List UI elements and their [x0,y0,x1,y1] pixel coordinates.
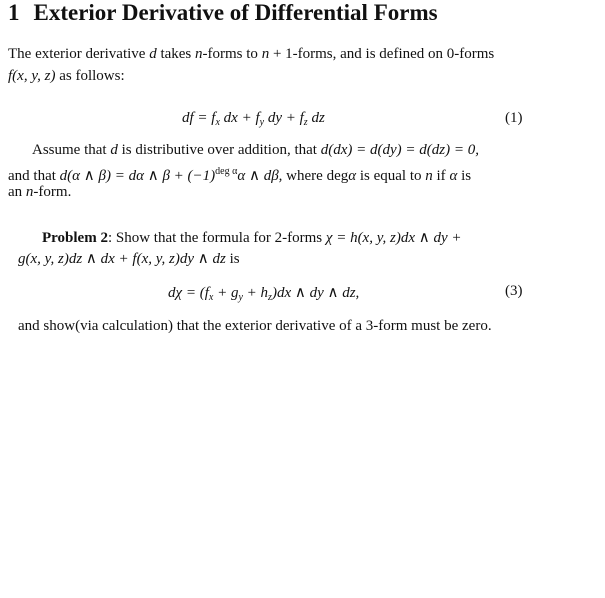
section-number: 1 [8,0,20,25]
closing-line: and show(via calculation) that the exterior derivative of a 3-form must be zero. [18,318,492,334]
equation-1: df = $f_x$ dx + $f_y$ dy + $f_z$ dz [182,110,325,128]
section-heading: Exterior Derivative of Differential Forms [33,0,438,25]
equation-1-number: (1) [505,110,523,126]
equation-3: $d\chi = (f_x + g_y + h_z)dx$ ∧ dy ∧ dz, [168,285,360,303]
assume-line-1: Assume that d is distributive over addition, that d(dx) = d(dy) = d(dz) = 0, [32,142,479,158]
equation-3-number: (3) [505,283,523,299]
intro-line-1: The exterior derivative d takes n-forms to n + 1-forms, and is defined on 0-forms [8,46,495,62]
section-title [8,0,438,26]
assume-line-3: an n-form. [8,184,72,200]
problem-line-2: g(x, y, z)dz ∧ dx + f(x, y, z)dy ∧ dz is [18,251,240,267]
intro-line-2: f(x, y, z) as follows: [8,68,125,84]
assume-line-2: and that d(α ∧ β) = dα ∧ $\beta + (-1)^{deg \alpha}\alpha$ ∧ dβ, where degα is equal to n if α is [8,166,472,184]
problem-label: Problem 2 [42,230,108,246]
problem-line-1: Problem 2: Show that the formula for 2-forms χ = h(x, y, z)dx ∧ dy + [42,230,462,246]
